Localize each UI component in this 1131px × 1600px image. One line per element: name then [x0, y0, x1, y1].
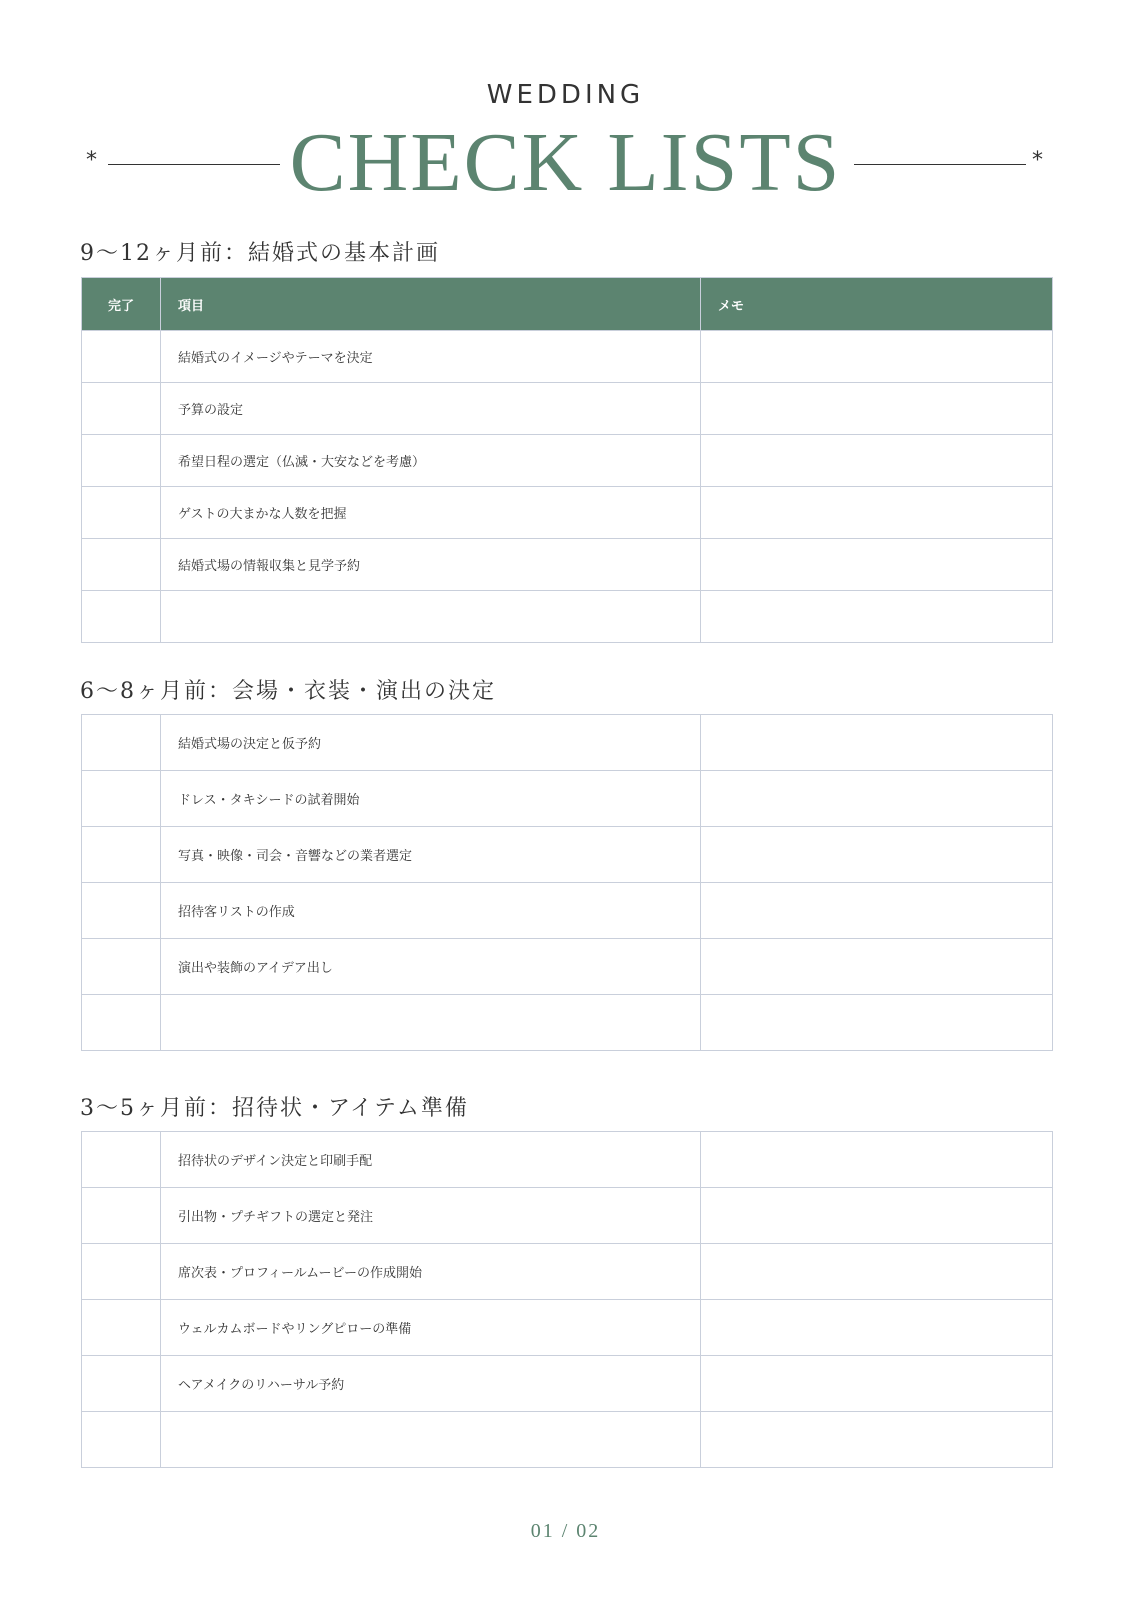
asterisk-ornament-left: *	[86, 148, 97, 173]
column-header-done: 完了	[82, 278, 161, 331]
column-header-memo	[701, 278, 1053, 331]
table-row	[82, 1412, 1053, 1468]
column-header-item	[161, 278, 701, 331]
memo-cell[interactable]	[701, 591, 1053, 643]
page-subtitle: WEDDING	[486, 80, 645, 110]
item-cell	[161, 1356, 701, 1412]
item-cell	[161, 771, 701, 827]
done-cell[interactable]	[82, 435, 161, 487]
done-cell[interactable]	[82, 995, 161, 1051]
item-cell	[161, 715, 701, 771]
memo-cell[interactable]	[701, 827, 1053, 883]
item-cell[interactable]	[161, 1412, 701, 1468]
checklist-table-1	[81, 277, 1053, 643]
item-text: ウェルカムボードやリングピローの準備	[178, 1322, 412, 1337]
table-row	[82, 435, 1053, 487]
page-header	[0, 0, 1131, 220]
column-header-item-label: 項目	[178, 298, 205, 314]
done-cell[interactable]	[82, 1412, 161, 1468]
checklist-table-2	[81, 714, 1053, 1051]
memo-cell[interactable]	[701, 1188, 1053, 1244]
item-cell	[161, 883, 701, 939]
table-row	[82, 771, 1053, 827]
item-text: 招待客リストの作成	[178, 905, 295, 920]
item-text: 結婚式のイメージやテーマを決定	[178, 351, 373, 366]
table-row	[82, 995, 1053, 1051]
memo-cell[interactable]	[701, 435, 1053, 487]
done-cell[interactable]	[82, 487, 161, 539]
item-text: ゲストの大まかな人数を把握	[178, 507, 347, 522]
memo-cell[interactable]	[701, 1132, 1053, 1188]
item-cell[interactable]	[161, 591, 701, 643]
item-cell	[161, 487, 701, 539]
item-cell	[161, 939, 701, 995]
table-header-row	[82, 278, 1053, 331]
done-cell[interactable]	[82, 939, 161, 995]
checklist-table-3	[81, 1131, 1053, 1468]
done-cell[interactable]	[82, 331, 161, 383]
table-row	[82, 883, 1053, 939]
table-row	[82, 827, 1053, 883]
item-text: 写真・映像・司会・音響などの業者選定	[178, 849, 413, 864]
item-cell	[161, 435, 701, 487]
done-cell[interactable]	[82, 827, 161, 883]
section-title-2: 6～8ヶ月前：会場・衣装・演出の決定	[80, 679, 496, 704]
item-text: 結婚式場の情報収集と見学予約	[178, 559, 361, 574]
item-cell[interactable]	[161, 995, 701, 1051]
done-cell[interactable]	[82, 883, 161, 939]
done-cell[interactable]	[82, 715, 161, 771]
item-cell	[161, 383, 701, 435]
item-cell	[161, 331, 701, 383]
item-cell	[161, 827, 701, 883]
asterisk-ornament-right: *	[1032, 148, 1043, 173]
memo-cell[interactable]	[701, 1356, 1053, 1412]
memo-cell[interactable]	[701, 487, 1053, 539]
done-cell[interactable]	[82, 383, 161, 435]
table-row	[82, 1300, 1053, 1356]
table-row	[82, 939, 1053, 995]
done-cell[interactable]	[82, 1132, 161, 1188]
memo-cell[interactable]	[701, 1300, 1053, 1356]
divider-right	[854, 164, 1026, 165]
memo-cell[interactable]	[701, 883, 1053, 939]
item-cell	[161, 1300, 701, 1356]
done-cell[interactable]	[82, 1244, 161, 1300]
done-cell[interactable]	[82, 1300, 161, 1356]
done-cell[interactable]	[82, 539, 161, 591]
memo-cell[interactable]	[701, 939, 1053, 995]
memo-cell[interactable]	[701, 1244, 1053, 1300]
page-number: 01 / 02	[530, 1520, 601, 1542]
done-cell[interactable]	[82, 771, 161, 827]
item-text	[161, 1015, 178, 1030]
item-cell	[161, 1244, 701, 1300]
item-text: 招待状のデザイン決定と印刷手配	[178, 1154, 373, 1169]
item-text: ドレス・タキシードの試着開始	[178, 793, 360, 808]
item-text: 希望日程の選定（仏滅・大安などを考慮）	[178, 455, 426, 470]
item-text: 演出や装飾のアイデア出し	[178, 961, 333, 976]
memo-cell[interactable]	[701, 383, 1053, 435]
memo-cell[interactable]	[701, 539, 1053, 591]
memo-cell[interactable]	[701, 995, 1053, 1051]
section-title-1: 9～12ヶ月前：結婚式の基本計画	[80, 241, 440, 266]
item-cell	[161, 1132, 701, 1188]
item-text: 引出物・プチギフトの選定と発注	[178, 1210, 374, 1225]
memo-cell[interactable]	[701, 331, 1053, 383]
table-row	[82, 539, 1053, 591]
table-row	[82, 1244, 1053, 1300]
table-row	[82, 487, 1053, 539]
done-cell[interactable]	[82, 1188, 161, 1244]
table-row	[82, 591, 1053, 643]
page-title: CHECK LISTS	[289, 116, 842, 209]
memo-cell[interactable]	[701, 715, 1053, 771]
item-text: 予算の設定	[178, 403, 244, 418]
table-row	[82, 1356, 1053, 1412]
item-text: 席次表・プロフィールムービーの作成開始	[178, 1266, 423, 1281]
item-text	[161, 609, 178, 624]
section-title-3: 3～5ヶ月前：招待状・アイテム準備	[80, 1096, 469, 1121]
item-cell	[161, 539, 701, 591]
table-row	[82, 715, 1053, 771]
memo-cell[interactable]	[701, 1412, 1053, 1468]
item-text	[161, 1432, 178, 1447]
item-cell	[161, 1188, 701, 1244]
table-row	[82, 383, 1053, 435]
table-row	[82, 1188, 1053, 1244]
item-text: 結婚式場の決定と仮予約	[178, 737, 322, 752]
item-text: ヘアメイクのリハーサル予約	[178, 1378, 345, 1393]
column-header-memo-label: メモ	[718, 298, 745, 314]
done-cell[interactable]	[82, 591, 161, 643]
memo-cell[interactable]	[701, 771, 1053, 827]
done-cell[interactable]	[82, 1356, 161, 1412]
table-row	[82, 1132, 1053, 1188]
table-row	[82, 331, 1053, 383]
